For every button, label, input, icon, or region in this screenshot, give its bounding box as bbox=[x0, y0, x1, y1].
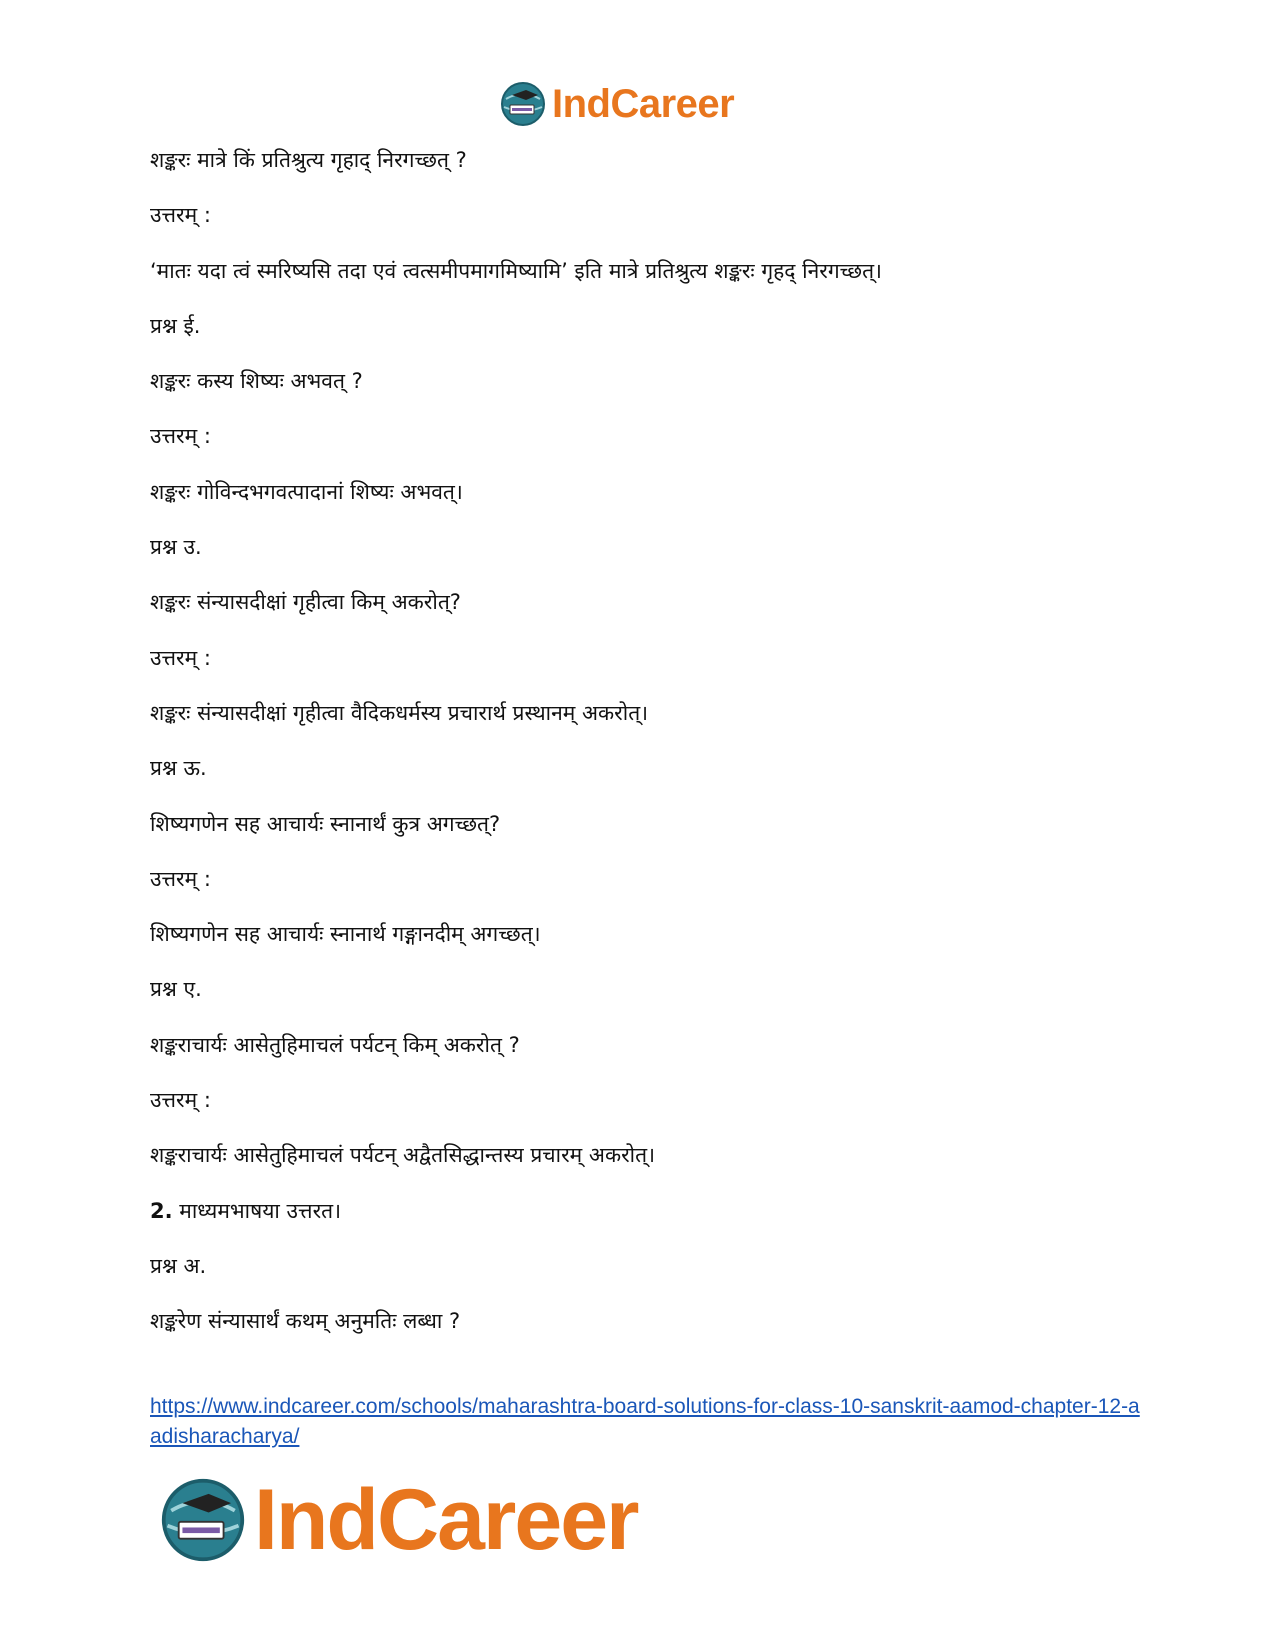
globe-book-icon bbox=[160, 1477, 246, 1563]
answer-label: उत्तरम् : bbox=[150, 1088, 211, 1113]
question-text: शङ्कराचार्यः आसेतुहिमाचलं पर्यटन् किम् अकरोत् ? bbox=[150, 1032, 520, 1057]
section-heading bbox=[150, 1193, 1140, 1248]
answer-label: उत्तरम् : bbox=[150, 645, 211, 670]
question-label: प्रश्न ई. bbox=[150, 313, 201, 338]
answer-text: शङ्करः संन्यासदीक्षां गृहीत्वा वैदिकधर्मस्य प्रचारार्थ प्रस्थानम् अकरोत्। bbox=[150, 700, 649, 725]
answer-label: उत्तरम् : bbox=[150, 866, 211, 891]
logo-wordmark: IndCareer bbox=[552, 81, 735, 126]
question-text: शङ्करेण संन्यासार्थं कथम् अनुमतिः लब्धा ? bbox=[150, 1309, 461, 1334]
logo-wordmark: IndCareer bbox=[254, 1471, 638, 1568]
answer-text: शिष्यगणेन सह आचार्यः स्नानार्थ गङ्गानदीम् अगच्छत्। bbox=[150, 922, 541, 947]
question-label: प्रश्न ऊ. bbox=[150, 756, 207, 781]
question-label: प्रश्न अ. bbox=[150, 1253, 207, 1278]
answer-label: उत्तरम् : bbox=[150, 203, 211, 228]
answer-text: शङ्कराचार्यः आसेतुहिमाचलं पर्यटन् अद्वैतसिद्धान्तस्य प्रचारम् अकरोत्। bbox=[150, 1143, 656, 1168]
footer-logo bbox=[160, 1470, 638, 1570]
globe-book-icon bbox=[500, 81, 546, 127]
question-text: शङ्करः कस्य शिष्यः अभवत् ? bbox=[150, 369, 363, 394]
answer-text: ‘मातः यदा त्वं स्मरिष्यसि तदा एवं त्वत्समीपमागमिष्यामि’ इति मात्रे प्रतिश्रुत्य शङ्करः गृहद् निरगच्छत्। bbox=[150, 258, 883, 283]
source-link[interactable]: https://www.indcareer.com/schools/maharashtra-board-solutions-for-class-10-sanskrit-aamod-chapter-12-aadisharacharya/ bbox=[150, 1395, 1140, 1448]
question-text: शङ्करः मात्रे किं प्रतिश्रुत्य गृहाद् निरगच्छत् ? bbox=[150, 148, 467, 172]
answer-text: शङ्करः गोविन्दभगवत्पादानां शिष्यः अभवत्। bbox=[150, 479, 463, 504]
answer-label: उत्तरम् : bbox=[150, 424, 211, 449]
question-label: प्रश्न उ. bbox=[150, 535, 202, 560]
document-body bbox=[150, 142, 1140, 1359]
question-text: शङ्करः संन्यासदीक्षां गृहीत्वा किम् अकरोत्? bbox=[150, 590, 461, 615]
header-logo bbox=[500, 80, 734, 128]
section-title: माध्यमभाषया उत्तरत। bbox=[179, 1198, 342, 1223]
question-label: प्रश्न ए. bbox=[150, 977, 202, 1002]
section-number: 2. bbox=[150, 1198, 173, 1223]
question-text: शिष्यगणेन सह आचार्यः स्नानार्थं कुत्र अगच्छत्? bbox=[150, 811, 501, 836]
